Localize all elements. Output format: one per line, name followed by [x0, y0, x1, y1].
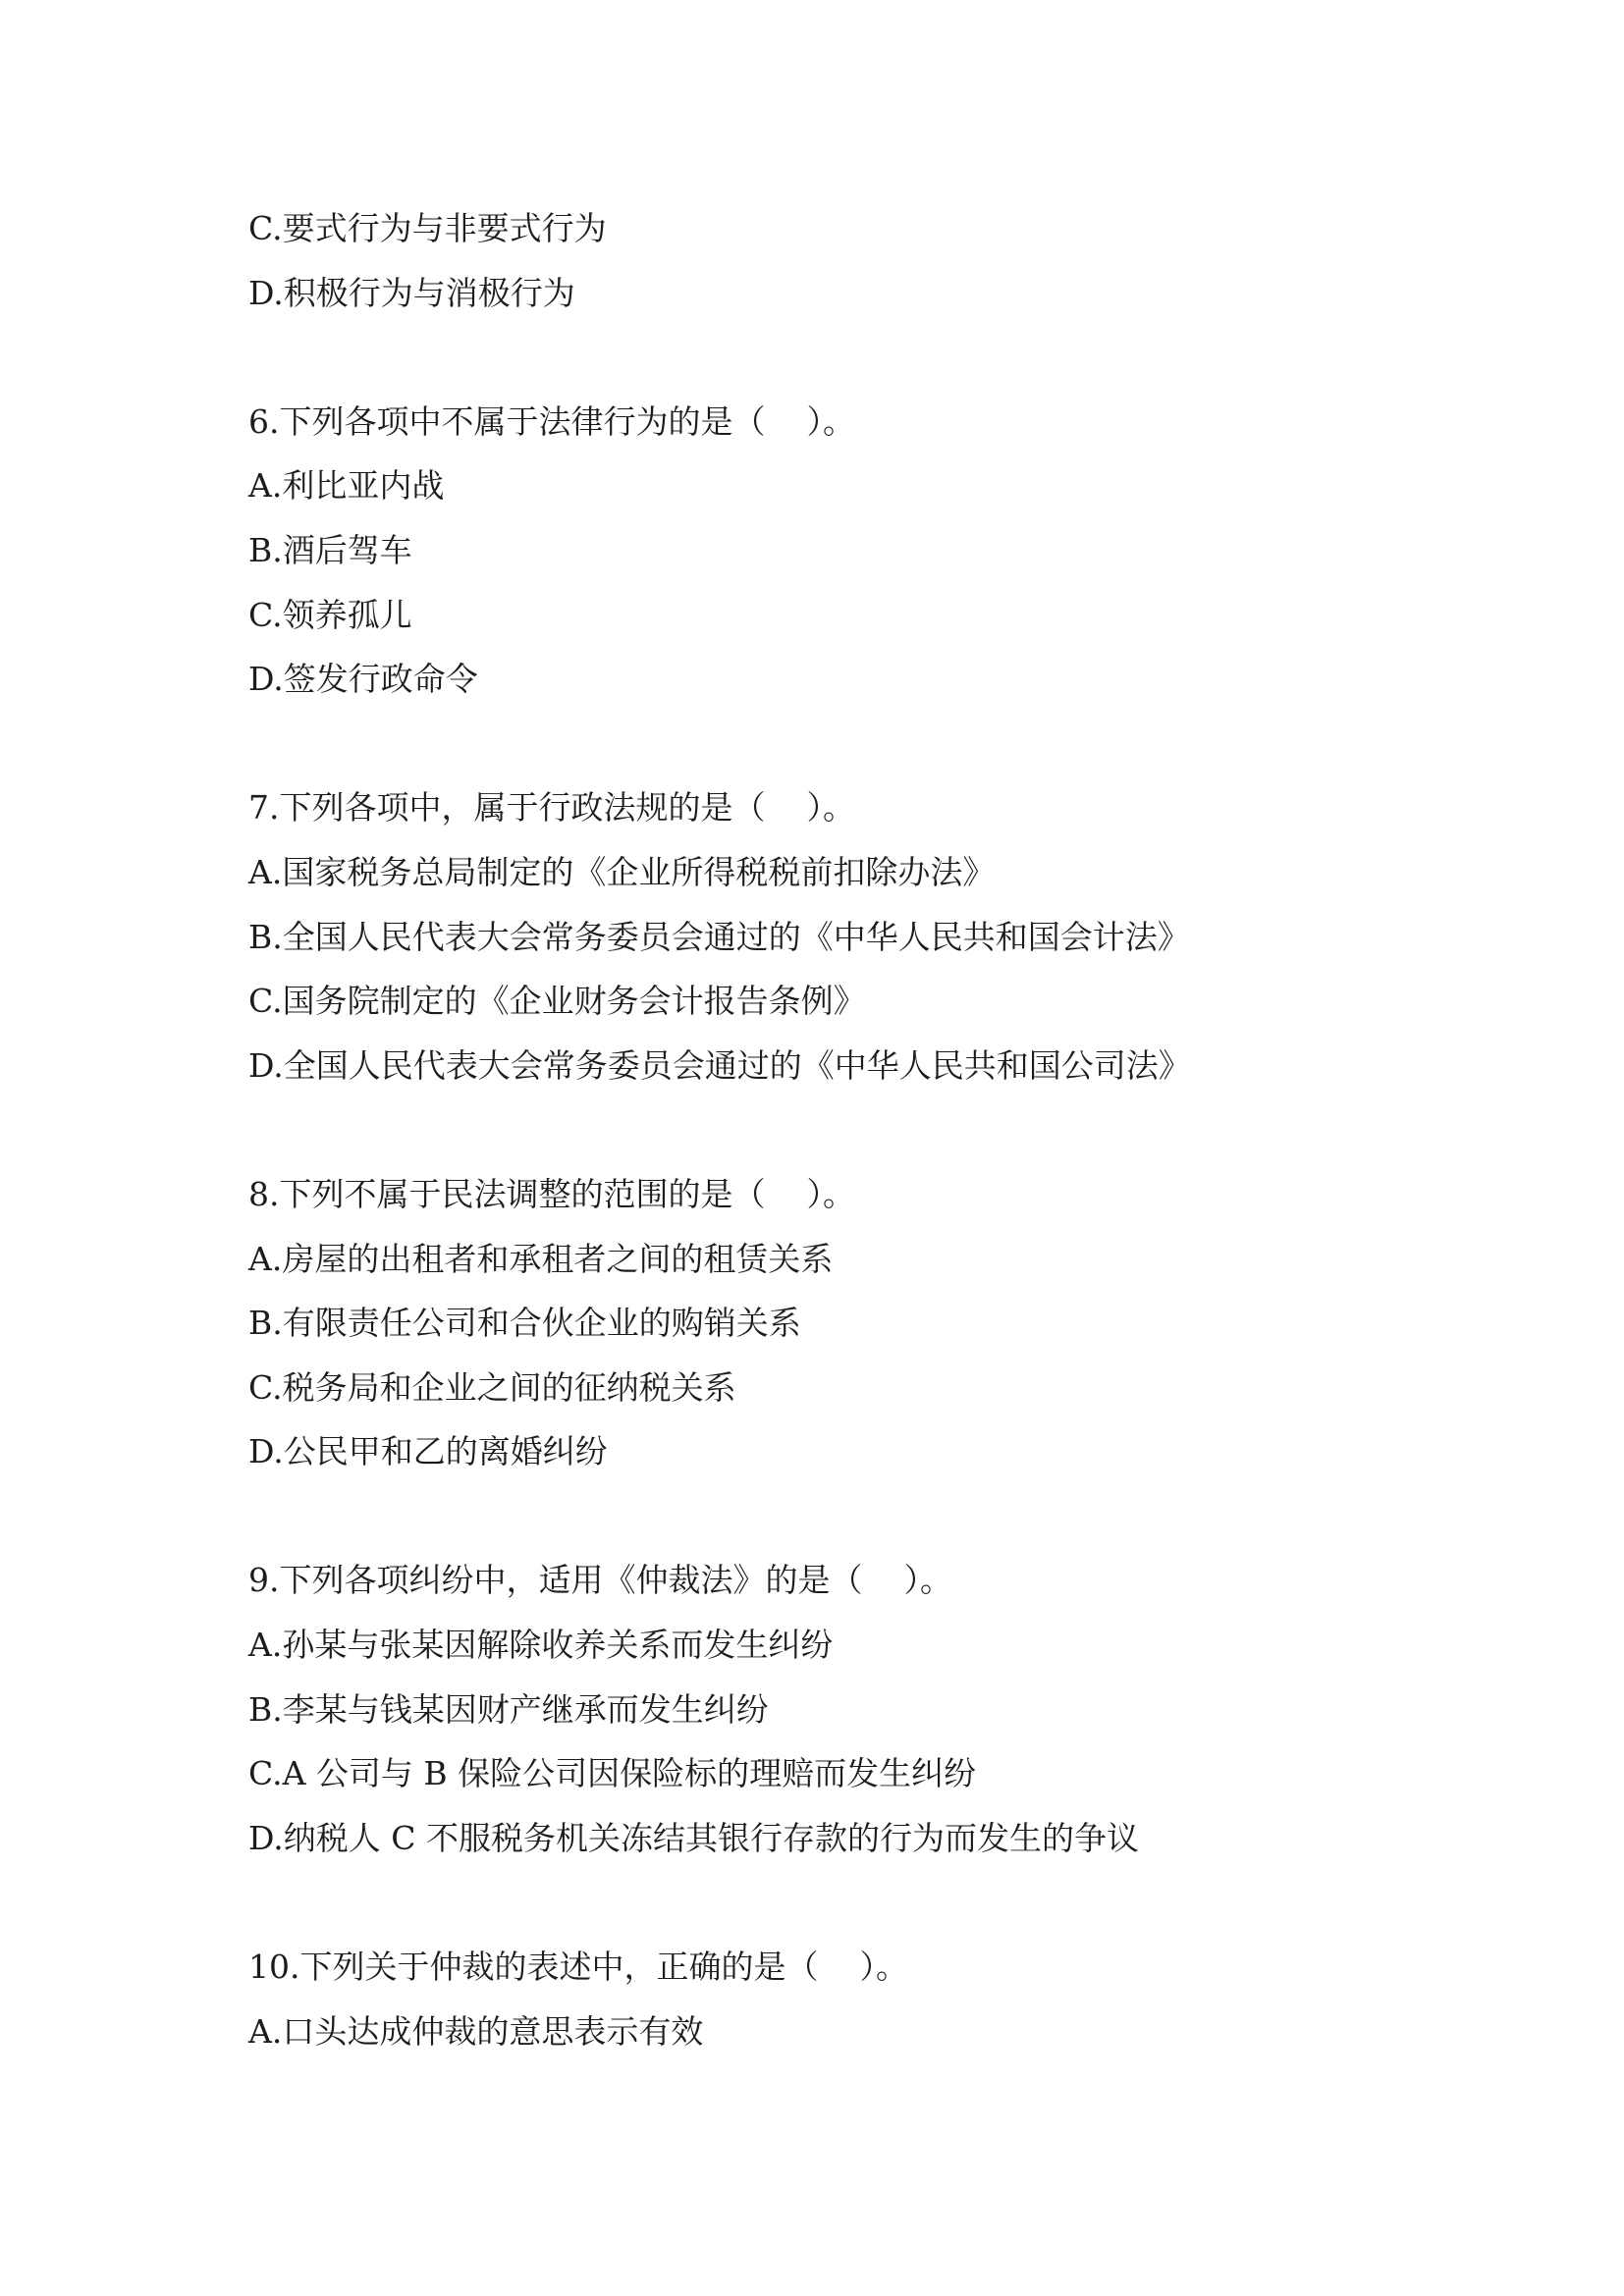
option-b: B.李某与钱某因财产继承而发生纠纷 [248, 1689, 769, 1729]
question-10 [248, 1935, 1525, 2063]
question-stem: 9.下列各项纠纷中，适用《仲裁法》的是（ ）。 [248, 1561, 952, 1600]
option-c: C.A 公司与 B 保险公司因保险标的理赔而发生纠纷 [248, 1754, 977, 1793]
question-6 [248, 390, 1525, 712]
question-stem: 7.下列各项中，属于行政法规的是（ ）。 [248, 788, 855, 828]
option-a: A.利比亚内战 [248, 466, 445, 506]
question-stem: 8.下列不属于民法调整的范围的是（ ）。 [248, 1174, 855, 1213]
option-b: B.有限责任公司和合伙企业的购销关系 [248, 1304, 801, 1343]
option-d: D.纳税人 C 不服税务机关冻结其银行存款的行为而发生的争议 [248, 1818, 1140, 1857]
option-b: B.全国人民代表大会常务委员会通过的《中华人民共和国会计法》 [248, 917, 1190, 956]
option-a: A.口头达成仲裁的意思表示有效 [248, 2011, 704, 2051]
option-c: C.要式行为与非要式行为 [248, 209, 607, 247]
continued-question-options [248, 196, 1525, 325]
question-list [248, 196, 1525, 2063]
option-a: A.国家税务总局制定的《企业所得税税前扣除办法》 [248, 852, 996, 891]
question-7 [248, 775, 1525, 1097]
option-c: C.国务院制定的《企业财务会计报告条例》 [248, 982, 866, 1021]
question-stem: 10.下列关于仲裁的表述中，正确的是（ ）。 [248, 1948, 908, 1987]
question-8 [248, 1162, 1525, 1484]
question-stem: 6.下列各项中不属于法律行为的是（ ）。 [248, 401, 855, 441]
option-d: D.全国人民代表大会常务委员会通过的《中华人民共和国公司法》 [248, 1045, 1191, 1085]
option-d: D.公民甲和乙的离婚纠纷 [248, 1432, 608, 1471]
question-9 [248, 1548, 1525, 1870]
option-d: D.签发行政命令 [248, 660, 478, 699]
option-a: A.房屋的出租者和承租者之间的租赁关系 [248, 1239, 834, 1278]
option-b: B.酒后驾车 [248, 530, 412, 569]
option-c: C.税务局和企业之间的征纳税关系 [248, 1367, 736, 1407]
option-a: A.孙某与张某因解除收养关系而发生纠纷 [248, 1626, 834, 1665]
option-d: D.积极行为与消极行为 [248, 273, 575, 312]
option-c: C.领养孤儿 [248, 595, 412, 634]
